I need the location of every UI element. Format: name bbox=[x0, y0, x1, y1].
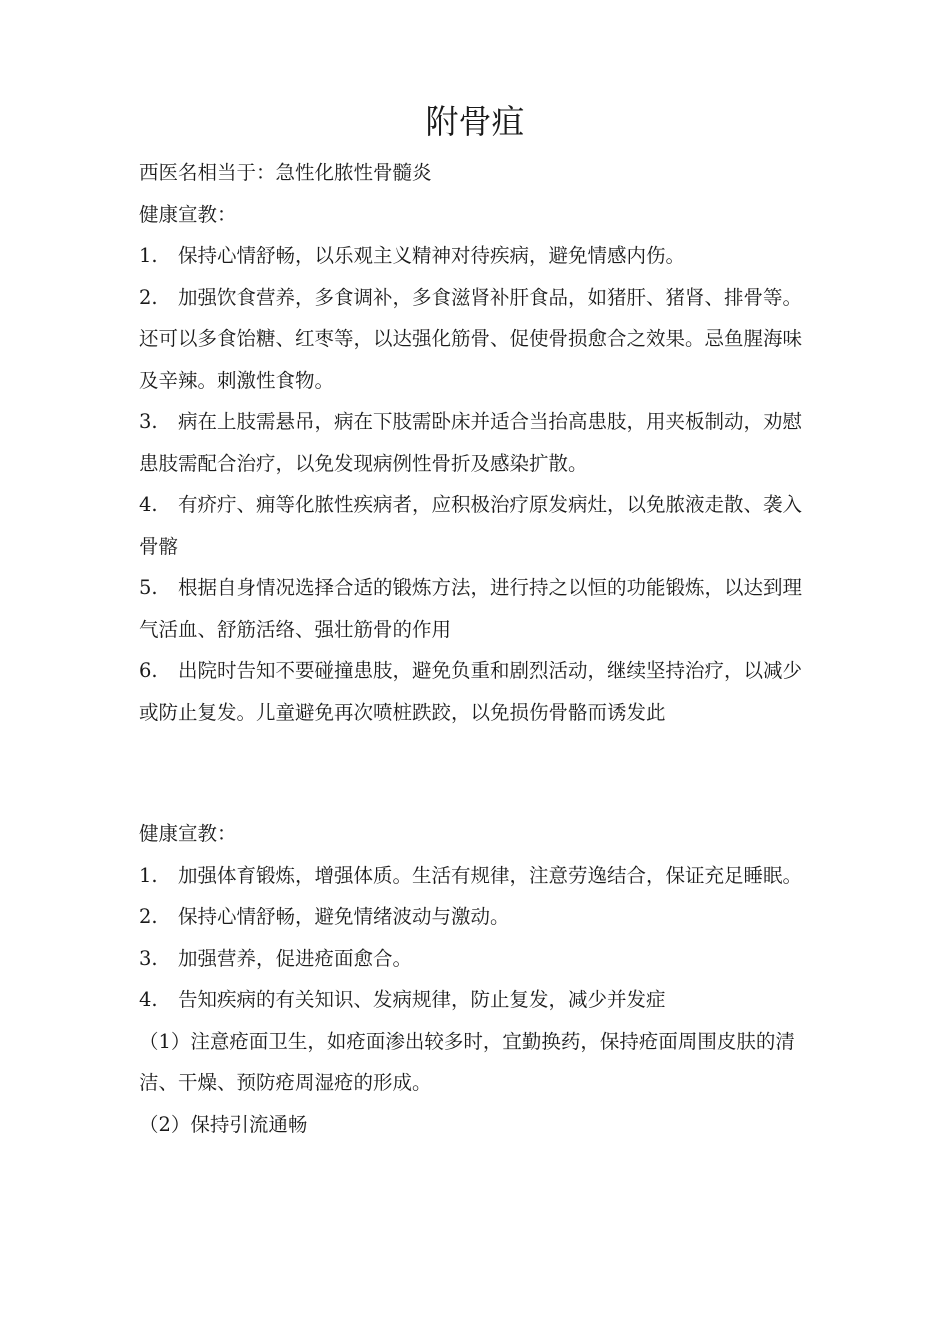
item-text: 有疥疔、痈等化脓性疾病者，应积极治疗原发病灶，以免脓液走散、袭入骨髂 bbox=[139, 493, 803, 558]
list-item bbox=[139, 235, 819, 277]
item-number: 4. bbox=[139, 493, 158, 516]
section-1-heading: 健康宣教： bbox=[139, 202, 237, 226]
list-item bbox=[139, 855, 819, 897]
item-number: 2. bbox=[139, 905, 158, 928]
item-number: 5. bbox=[139, 576, 158, 599]
item-text: 加强营养，促进疮面愈合。 bbox=[178, 946, 413, 970]
list-item bbox=[139, 567, 819, 650]
sub-item: （2）保持引流通畅 bbox=[139, 1112, 308, 1136]
item-text: 加强饮食营养，多食调补，多食滋肾补肝食品，如猪肝、猪肾、排骨等。还可以多食饴糖、红枣等，以达强化筋骨、促使骨损愈合之效果。忌鱼腥海味及辛辣。刺激性食物。 bbox=[139, 285, 803, 392]
western-name-line: 西医名相当于：急性化脓性骨髓炎 bbox=[139, 161, 432, 184]
list-item bbox=[139, 650, 819, 733]
list-item bbox=[139, 484, 819, 567]
item-number: 3. bbox=[139, 946, 158, 970]
list-item bbox=[139, 938, 819, 980]
list-item bbox=[139, 277, 819, 402]
list-item bbox=[139, 979, 819, 1021]
item-text: 告知疾病的有关知识、发病规律，防止复发，减少并发症 bbox=[178, 988, 666, 1011]
item-number: 1. bbox=[139, 863, 158, 887]
item-number: 4. bbox=[139, 988, 158, 1011]
item-text: 保持心情舒畅，以乐观主义精神对待疾病，避免情感内伤。 bbox=[178, 244, 686, 267]
item-number: 1. bbox=[139, 244, 158, 267]
item-text: 病在上肢需悬吊，病在下肢需卧床并适合当抬高患肢，用夹板制动，劝慰患肢需配合治疗，以免发现病例性骨折及感染扩散。 bbox=[139, 410, 803, 475]
list-item bbox=[139, 401, 819, 484]
sub-item: （1）注意疮面卫生，如疮面渗出较多时，宜勤换药，保持疮面周围皮肤的清洁、干燥、预防疮周湿疮的形成。 bbox=[139, 1029, 795, 1094]
item-number: 3. bbox=[139, 410, 158, 433]
section-2 bbox=[139, 813, 819, 1145]
item-number: 2. bbox=[139, 285, 158, 309]
section-1 bbox=[139, 152, 819, 733]
item-text: 保持心情舒畅，避免情绪波动与激动。 bbox=[178, 905, 510, 928]
item-text: 加强体育锻炼，增强体质。生活有规律，注意劳逸结合，保证充足睡眠。 bbox=[178, 863, 803, 887]
section-2-heading: 健康宣教： bbox=[139, 822, 237, 845]
item-text: 根据自身情况选择合适的锻炼方法，进行持之以恒的功能锻炼，以达到理气活血、舒筋活络、强壮筋骨的作用 bbox=[139, 576, 803, 641]
list-item bbox=[139, 896, 819, 938]
item-text: 出院时告知不要碰撞患肢，避免负重和剧烈活动，继续坚持治疗，以减少或防止复发。儿童避免再次喷桩跌跤，以免损伤骨骼而诱发此 bbox=[139, 659, 803, 724]
document-title: 附骨疽 bbox=[425, 102, 525, 141]
item-number: 6. bbox=[139, 659, 158, 682]
